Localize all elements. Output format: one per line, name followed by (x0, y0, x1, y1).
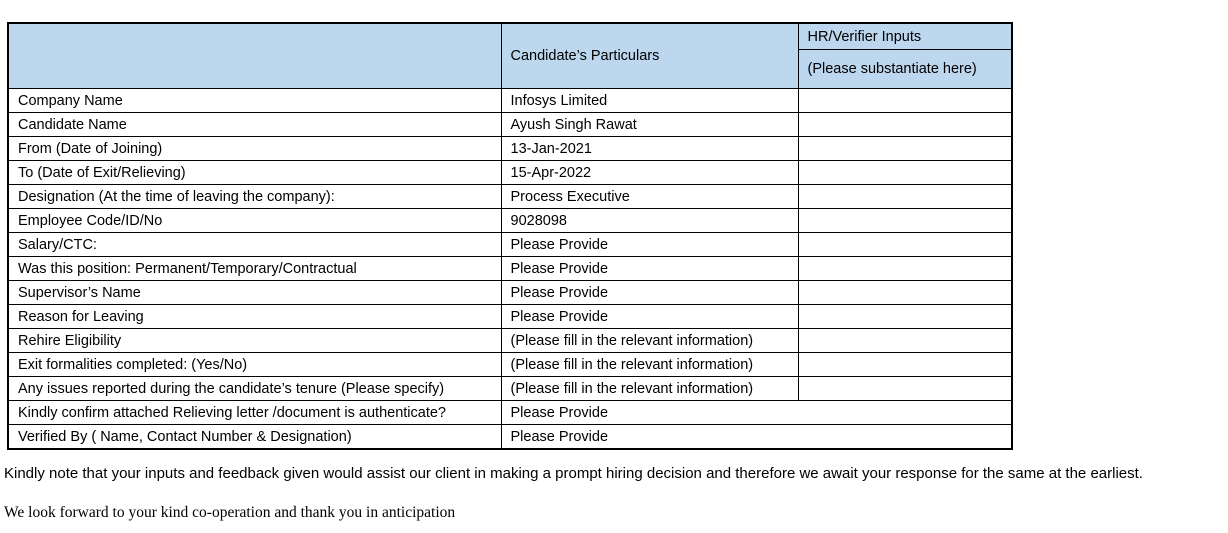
row-label: To (Date of Exit/Relieving) (8, 161, 501, 185)
row-value-merged[interactable]: Please Provide (501, 401, 1012, 425)
hr-input-cell[interactable] (798, 137, 1012, 161)
row-value[interactable]: Ayush Singh Rawat (501, 113, 798, 137)
table-row (8, 353, 1012, 377)
row-value[interactable]: Infosys Limited (501, 89, 798, 113)
table-header-row (8, 23, 1012, 50)
closing-note-text: Kindly note that your inputs and feedback given would assist our client in making a prompt hiring decision and therefore we await your response for the same at the earliest. (4, 465, 1143, 482)
row-label: Was this position: Permanent/Temporary/Contractual (8, 257, 501, 281)
row-value[interactable]: Please Provide (501, 305, 798, 329)
row-label: Salary/CTC: (8, 233, 501, 257)
table-row (8, 161, 1012, 185)
row-label: Designation (At the time of leaving the company): (8, 185, 501, 209)
cooperation-note-text: We look forward to your kind co-operation and thank you in anticipation (4, 504, 456, 521)
hr-input-cell[interactable] (798, 353, 1012, 377)
table-row (8, 305, 1012, 329)
table-row (8, 377, 1012, 401)
row-value[interactable]: (Please fill in the relevant information) (501, 377, 798, 401)
hr-input-cell[interactable] (798, 185, 1012, 209)
header-hr-verifier-inputs: HR/Verifier Inputs (798, 23, 1012, 50)
table-row (8, 185, 1012, 209)
row-label: Any issues reported during the candidate’s tenure (Please specify) (8, 377, 501, 401)
hr-input-cell[interactable] (798, 281, 1012, 305)
hr-input-cell[interactable] (798, 305, 1012, 329)
table-row (8, 329, 1012, 353)
row-label: Supervisor’s Name (8, 281, 501, 305)
table-row (8, 281, 1012, 305)
row-label: Kindly confirm attached Relieving letter /document is authenticate? (8, 401, 501, 425)
row-value[interactable]: Please Provide (501, 281, 798, 305)
row-label: Exit formalities completed: (Yes/No) (8, 353, 501, 377)
row-label: Rehire Eligibility (8, 329, 501, 353)
hr-input-cell[interactable] (798, 113, 1012, 137)
verification-form-table (7, 22, 1013, 450)
row-label: Reason for Leaving (8, 305, 501, 329)
hr-input-cell[interactable] (798, 257, 1012, 281)
hr-input-cell[interactable] (798, 161, 1012, 185)
table-row (8, 137, 1012, 161)
row-value[interactable]: Please Provide (501, 257, 798, 281)
row-value[interactable]: 13-Jan-2021 (501, 137, 798, 161)
table-row (8, 257, 1012, 281)
table-row (8, 401, 1012, 425)
row-value[interactable]: (Please fill in the relevant information) (501, 353, 798, 377)
row-label: From (Date of Joining) (8, 137, 501, 161)
row-value[interactable]: (Please fill in the relevant information) (501, 329, 798, 353)
hr-input-cell[interactable] (798, 377, 1012, 401)
row-value[interactable]: 15-Apr-2022 (501, 161, 798, 185)
hr-input-cell[interactable] (798, 233, 1012, 257)
hr-input-cell[interactable] (798, 89, 1012, 113)
row-label: Candidate Name (8, 113, 501, 137)
table-row (8, 89, 1012, 113)
row-label: Employee Code/ID/No (8, 209, 501, 233)
header-substantiate-note: (Please substantiate here) (798, 50, 1012, 89)
table-row (8, 209, 1012, 233)
header-corner-cell (8, 23, 501, 89)
hr-input-cell[interactable] (798, 209, 1012, 233)
row-value-merged[interactable]: Please Provide (501, 425, 1012, 450)
row-label: Verified By ( Name, Contact Number & Designation) (8, 425, 501, 450)
table-row (8, 233, 1012, 257)
hr-input-cell[interactable] (798, 329, 1012, 353)
row-value[interactable]: 9028098 (501, 209, 798, 233)
table-row (8, 113, 1012, 137)
row-value[interactable]: Please Provide (501, 233, 798, 257)
row-value[interactable]: Process Executive (501, 185, 798, 209)
table-row (8, 425, 1012, 450)
row-label: Company Name (8, 89, 501, 113)
header-candidate-particulars: Candidate’s Particulars (501, 23, 798, 89)
